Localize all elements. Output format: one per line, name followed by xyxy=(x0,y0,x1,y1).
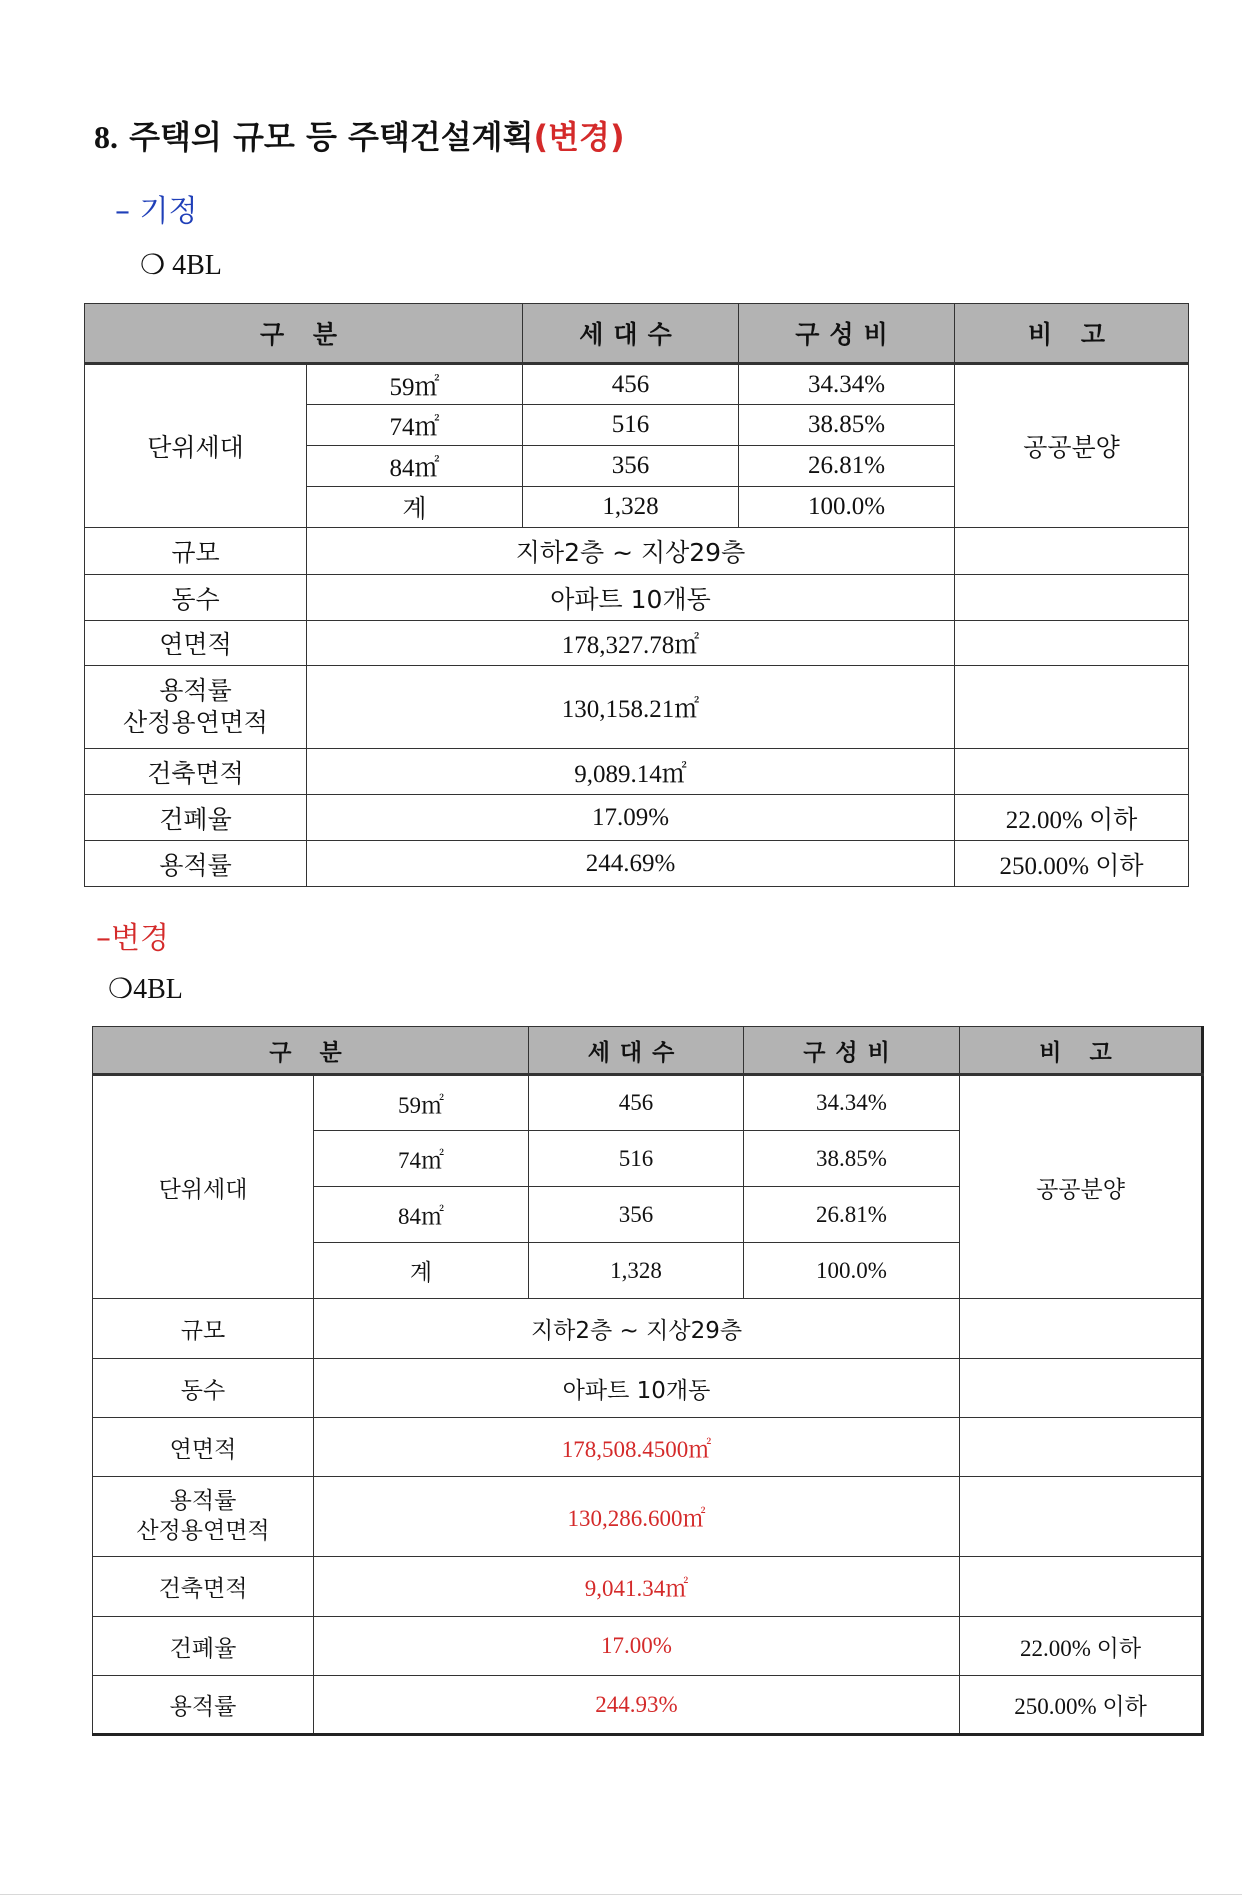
existing-plan-table xyxy=(84,303,1189,887)
row-label: 규모 xyxy=(93,1299,314,1359)
row-note xyxy=(960,1477,1203,1557)
row-label: 연면적 xyxy=(93,1418,314,1477)
unit-ratio: 38.85% xyxy=(739,405,955,446)
table-row xyxy=(93,1359,1203,1418)
row-value: 178,508.4500㎡ xyxy=(314,1418,960,1477)
table-header-row xyxy=(93,1027,1203,1075)
table-row xyxy=(85,666,1189,749)
page-title xyxy=(94,112,625,158)
header-category: 구 분 xyxy=(93,1027,529,1075)
changed-block-label: ❍4BL xyxy=(108,974,183,1005)
unit-ratio: 38.85% xyxy=(744,1131,960,1187)
row-label: 용적률 xyxy=(93,1676,314,1735)
unit-note: 공공분양 xyxy=(960,1075,1203,1299)
row-note xyxy=(960,1557,1203,1617)
unit-households: 456 xyxy=(529,1075,744,1131)
unit-label: 단위세대 xyxy=(85,364,307,528)
row-label: 연면적 xyxy=(85,621,307,666)
unit-size: 74㎡ xyxy=(314,1131,529,1187)
row-label: 건폐율 xyxy=(93,1617,314,1676)
row-note xyxy=(955,749,1189,795)
header-households: 세대수 xyxy=(523,304,739,364)
row-value: 17.09% xyxy=(307,795,955,841)
row-value: 아파트 10개동 xyxy=(307,575,955,621)
row-value: 130,158.21㎡ xyxy=(307,666,955,749)
row-note xyxy=(960,1418,1203,1477)
unit-size: 계 xyxy=(314,1243,529,1299)
unit-households: 516 xyxy=(523,405,739,446)
row-label: 규모 xyxy=(85,528,307,575)
unit-note: 공공분양 xyxy=(955,364,1189,528)
row-value: 아파트 10개동 xyxy=(314,1359,960,1418)
header-ratio: 구성비 xyxy=(739,304,955,364)
header-category: 구 분 xyxy=(85,304,523,364)
row-label: 용적률 산정용연면적 xyxy=(93,1477,314,1557)
table-row xyxy=(85,621,1189,666)
table-row xyxy=(93,1299,1203,1359)
row-value: 244.69% xyxy=(307,841,955,887)
unit-households: 356 xyxy=(523,446,739,487)
table-row xyxy=(85,841,1189,887)
unit-size: 84㎡ xyxy=(307,446,523,487)
row-note: 250.00% 이하 xyxy=(955,841,1189,887)
table-row xyxy=(85,575,1189,621)
row-label: 용적률 xyxy=(85,841,307,887)
unit-households: 1,328 xyxy=(523,487,739,528)
row-label: 용적률 산정용연면적 xyxy=(85,666,307,749)
table-row xyxy=(93,1617,1203,1676)
table-row xyxy=(93,1418,1203,1477)
existing-block-label: ❍ 4BL xyxy=(140,250,222,281)
unit-size: 59㎡ xyxy=(307,364,523,405)
row-value: 17.00% xyxy=(314,1617,960,1676)
unit-households: 1,328 xyxy=(529,1243,744,1299)
changed-section-label: –변경 xyxy=(96,921,169,956)
unit-households: 456 xyxy=(523,364,739,405)
row-value: 244.93% xyxy=(314,1676,960,1735)
section-title: 주택의 규모 등 주택건설계획 xyxy=(129,118,534,156)
row-value: 178,327.78㎡ xyxy=(307,621,955,666)
row-note: 22.00% 이하 xyxy=(960,1617,1203,1676)
row-value: 지하2층 ~ 지상29층 xyxy=(314,1299,960,1359)
row-note xyxy=(955,666,1189,749)
page-bottom-divider xyxy=(0,1894,1242,1895)
row-note xyxy=(960,1299,1203,1359)
row-value: 9,041.34㎡ xyxy=(314,1557,960,1617)
table-header-row xyxy=(85,304,1189,364)
unit-ratio: 34.34% xyxy=(744,1075,960,1131)
table-row xyxy=(85,528,1189,575)
row-note xyxy=(960,1359,1203,1418)
row-note xyxy=(955,528,1189,575)
unit-ratio: 26.81% xyxy=(739,446,955,487)
section-number: 8. xyxy=(94,119,118,155)
changed-plan-table xyxy=(92,1026,1204,1736)
unit-ratio: 26.81% xyxy=(744,1187,960,1243)
row-note: 250.00% 이하 xyxy=(960,1676,1203,1735)
unit-households: 356 xyxy=(529,1187,744,1243)
row-note xyxy=(955,621,1189,666)
unit-ratio: 100.0% xyxy=(744,1243,960,1299)
table-row xyxy=(93,1075,1203,1131)
unit-label: 단위세대 xyxy=(93,1075,314,1299)
unit-households: 516 xyxy=(529,1131,744,1187)
row-value: 9,089.14㎡ xyxy=(307,749,955,795)
header-note: 비 고 xyxy=(955,304,1189,364)
unit-size: 74㎡ xyxy=(307,405,523,446)
table-row xyxy=(85,364,1189,405)
existing-section-label: – 기정 xyxy=(115,194,198,229)
unit-size: 59㎡ xyxy=(314,1075,529,1131)
row-label: 동수 xyxy=(93,1359,314,1418)
table-row xyxy=(93,1676,1203,1735)
unit-size: 84㎡ xyxy=(314,1187,529,1243)
table-row xyxy=(85,749,1189,795)
row-label: 건축면적 xyxy=(85,749,307,795)
unit-ratio: 100.0% xyxy=(739,487,955,528)
row-value: 130,286.600㎡ xyxy=(314,1477,960,1557)
changed-tag: (변경) xyxy=(533,118,625,156)
table-row xyxy=(93,1557,1203,1617)
table-row xyxy=(85,795,1189,841)
header-note: 비 고 xyxy=(960,1027,1203,1075)
header-ratio: 구성비 xyxy=(744,1027,960,1075)
table-row xyxy=(93,1477,1203,1557)
unit-ratio: 34.34% xyxy=(739,364,955,405)
header-households: 세대수 xyxy=(529,1027,744,1075)
row-note xyxy=(955,575,1189,621)
row-label: 건축면적 xyxy=(93,1557,314,1617)
unit-size: 계 xyxy=(307,487,523,528)
row-label: 동수 xyxy=(85,575,307,621)
row-value: 지하2층 ~ 지상29층 xyxy=(307,528,955,575)
row-note: 22.00% 이하 xyxy=(955,795,1189,841)
row-label: 건폐율 xyxy=(85,795,307,841)
